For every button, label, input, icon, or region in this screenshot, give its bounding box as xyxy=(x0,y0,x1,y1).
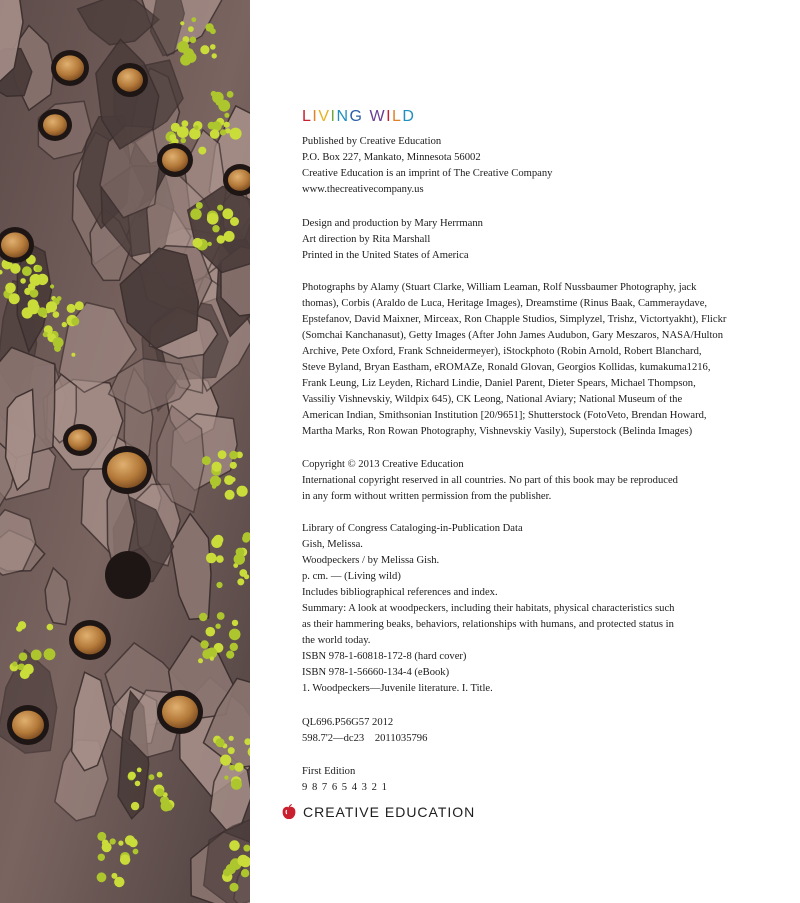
series-title-letter: I xyxy=(386,108,393,125)
cip-line: p. cm. — (Living wild) xyxy=(302,571,401,582)
lichen-clump xyxy=(228,747,235,754)
lichen-clump xyxy=(120,855,130,865)
lichen-clump xyxy=(210,28,216,34)
lichen-clump xyxy=(216,555,224,563)
lichen-clump xyxy=(232,620,238,626)
lichen-clump xyxy=(44,648,56,660)
lichen-clump xyxy=(75,301,84,310)
lichen-clump xyxy=(212,462,222,472)
lichen-clump xyxy=(220,129,226,135)
lichen-clump xyxy=(198,658,203,663)
lichen-clump xyxy=(202,456,211,465)
acorn xyxy=(12,711,44,740)
lichen-clump xyxy=(206,627,216,637)
lichen-clump xyxy=(231,477,236,482)
lichen-clump xyxy=(200,640,208,648)
lichen-clump xyxy=(212,225,219,232)
lichen-clump xyxy=(47,334,52,339)
lichen-clump xyxy=(110,838,116,844)
acorn xyxy=(162,148,188,171)
lichen-clump xyxy=(230,217,239,226)
lichen-clump xyxy=(118,841,123,846)
lichen-clump xyxy=(226,651,234,659)
classification-line: 598.7'2—dc23 2011035796 xyxy=(302,733,428,744)
lichen-clump xyxy=(222,208,233,219)
imprint-line: Creative Education is an imprint of The Creative Company xyxy=(302,168,553,179)
lichen-clump xyxy=(67,304,76,313)
lichen-clump xyxy=(135,781,141,787)
series-title-letter: V xyxy=(318,108,331,125)
series-title-letter: G xyxy=(349,108,364,125)
lichen-clump xyxy=(227,91,234,98)
series-title-letter: I xyxy=(330,108,337,125)
lichen-clump xyxy=(218,100,230,112)
cip-line: Includes bibliographical references and index. xyxy=(302,587,498,598)
photo-credit-line: Martha Marks, Ron Rowan Photography, Vishnevskiy Vasily), Superstock (Belinda Images) xyxy=(302,426,693,437)
lichen-clump xyxy=(196,202,203,209)
photo-credit-line: Archive, Pete Oxford, Frank Schneidermeyer), iStockphoto (Robin Arnold, Robert Blanchard, xyxy=(302,346,702,357)
lichen-clump xyxy=(230,128,242,140)
lichen-clump xyxy=(220,755,231,766)
lichen-clump xyxy=(128,772,136,780)
lichen-clump xyxy=(234,763,243,772)
series-title-letter: D xyxy=(402,108,416,125)
lichen-clump xyxy=(237,578,244,585)
lichen-clump xyxy=(50,284,54,288)
lichen-clump xyxy=(71,353,75,357)
lichen-clump xyxy=(47,624,54,631)
design-line: Design and production by Mary Herrmann xyxy=(302,218,483,229)
lichen-clump xyxy=(193,238,203,248)
lichen-clump xyxy=(156,788,165,797)
photo-credit-line: thomas), Corbis (Araldo de Luca, Heritage Images), Dreamstime (Rinus Baak, Cammeraydave, xyxy=(302,298,708,309)
lichen-clump xyxy=(241,869,249,877)
series-title-letter: L xyxy=(392,108,403,125)
photo-credit-line: Photographs by Alamy (Stuart Clarke, William Leaman, Rolf Nussbaumer Photography, jack xyxy=(302,282,697,293)
lichen-clump xyxy=(18,621,26,629)
lichen-clump xyxy=(230,883,239,892)
lichen-clump xyxy=(225,490,235,500)
acorn xyxy=(56,55,84,80)
lichen-clump xyxy=(12,661,17,666)
lichen-clump xyxy=(133,849,139,855)
lichen-clump xyxy=(190,37,197,44)
lichen-clump xyxy=(17,664,23,670)
acorn xyxy=(107,452,147,488)
lichen-clump xyxy=(229,765,235,771)
photo-credit-line: Epstefanov, David Maixner, Mirceax, Ron Chapple Studios, Simplyzel, Trishz, Victortyakht), Flickr xyxy=(302,314,727,325)
cip-line: Woodpeckers / by Melissa Gish. xyxy=(302,555,440,566)
lichen-clump xyxy=(212,53,217,58)
lichen-clump xyxy=(218,450,227,459)
lichen-clump xyxy=(30,274,42,286)
lichen-clump xyxy=(230,643,238,651)
lichen-clump xyxy=(35,265,42,272)
lichen-clump xyxy=(224,231,235,242)
lichen-clump xyxy=(28,299,39,310)
lichen-clump xyxy=(244,574,249,579)
cip-line: Library of Congress Cataloging-in-Publication Data xyxy=(302,523,523,534)
lichen-clump xyxy=(224,776,228,780)
lichen-clump xyxy=(169,134,176,141)
lichen-clump xyxy=(229,629,241,641)
photo-credit-line: Frank Leung, Liz Leyden, Richard Lindie, Daniel Parent, Dieter Spears, Michael Thompson, xyxy=(302,378,696,389)
lichen-clump xyxy=(215,624,220,629)
series-title-letter: W xyxy=(369,108,387,125)
acorn xyxy=(43,114,67,136)
lichen-clump xyxy=(224,122,230,128)
lichen-clump xyxy=(210,129,220,139)
production-credits xyxy=(302,216,483,264)
lichen-clump xyxy=(53,337,64,348)
lichen-clump xyxy=(208,242,212,246)
lichen-clump xyxy=(22,266,32,276)
lichen-clump xyxy=(177,126,189,138)
bark-photo xyxy=(0,0,250,903)
lichen-clump xyxy=(31,650,42,661)
series-title-letter: I xyxy=(312,108,319,125)
lichen-clump xyxy=(229,451,238,460)
printing-line: 9 8 7 6 5 4 3 2 1 xyxy=(302,782,388,793)
lichen-clump xyxy=(194,125,199,130)
lichen-clump xyxy=(229,840,240,851)
photo-credit-line: Steve Byland, Bryan Eastham, eROMAZe, Ronald Glovan, Georgios Kollidas, kumakuma1216, xyxy=(302,362,711,373)
lichen-clump xyxy=(190,208,201,219)
art-direction-line: Art direction by Rita Marshall xyxy=(302,234,431,245)
lichen-clump xyxy=(149,774,155,780)
acorn xyxy=(74,626,106,655)
series-title-letter: L xyxy=(302,108,313,125)
lichen-clump xyxy=(191,17,196,22)
printed-line: Printed in the United States of America xyxy=(302,250,469,261)
publisher-info xyxy=(302,134,552,198)
lichen-clump xyxy=(217,612,225,620)
lichen-clump xyxy=(131,802,139,810)
lichen-clump xyxy=(182,120,189,127)
lichen-clump xyxy=(199,613,207,621)
isbn-line: ISBN 978-1-60818-172-8 (hard cover) xyxy=(302,651,467,662)
cip-line: Gish, Melissa. xyxy=(302,539,363,550)
lichen-clump xyxy=(10,263,20,273)
lichen-clump xyxy=(210,657,214,661)
lichen-clump xyxy=(46,301,57,312)
lichen-clump xyxy=(20,278,26,284)
lichen-clump xyxy=(111,873,117,879)
lichen-clump xyxy=(102,840,109,847)
cip-line: Summary: A look at woodpeckers, including their habitats, physical characteristics such xyxy=(302,603,675,614)
lichen-clump xyxy=(196,131,200,135)
address-line: P.O. Box 227, Mankato, Minnesota 56002 xyxy=(302,152,481,163)
lichen-clump xyxy=(213,535,223,545)
series-title-letter: N xyxy=(336,108,350,125)
lichen-clump xyxy=(157,772,163,778)
isbn-line: ISBN 978-1-56660-134-4 (eBook) xyxy=(302,667,450,678)
lichen-clump xyxy=(180,21,184,25)
website-line: www.thecreativecompany.us xyxy=(302,184,424,195)
lichen-clump xyxy=(165,803,172,810)
copyright-line: International copyright reserved in all countries. No part of this book may be reproduced xyxy=(302,475,678,486)
lichen-clump xyxy=(53,311,60,318)
cip-data xyxy=(302,521,674,697)
lichen-clump xyxy=(180,138,186,144)
apple-icon xyxy=(282,804,296,820)
lichen-clump xyxy=(210,44,216,50)
classification-line: QL696.P56G57 2012 xyxy=(302,717,394,728)
lichen-clump xyxy=(216,738,225,747)
copyright-line: Copyright © 2013 Creative Education xyxy=(302,459,464,470)
woodpecker-hole xyxy=(105,551,151,599)
publisher-line: Published by Creative Education xyxy=(302,136,442,147)
series-title xyxy=(302,108,415,126)
lichen-clump xyxy=(71,318,79,326)
lichen-clump xyxy=(234,553,245,564)
publisher-footer xyxy=(282,804,475,820)
lichen-clump xyxy=(38,307,48,317)
lichen-clump xyxy=(177,41,189,53)
lichen-clump xyxy=(9,293,20,304)
photo-credit-line: Vassiliy Vishnevskiy, Wildpix 645), CK Leong, National Aviary; National Museum of the xyxy=(302,394,683,405)
lichen-clump xyxy=(210,476,221,487)
lichen-clump xyxy=(98,854,105,861)
edition-line: First Edition xyxy=(302,766,356,777)
lichen-clump xyxy=(216,582,222,588)
lichen-clump xyxy=(224,113,229,118)
imprint-name: CREATIVE EDUCATION xyxy=(303,804,476,820)
photo-credit-line: (Somchai Kanchanasut), Getty Images (After John James Audubon, Gary Meszaros, NASA/Hulton xyxy=(302,330,724,341)
lichen-clump xyxy=(5,283,16,294)
lichen-clump xyxy=(97,872,107,882)
classification xyxy=(302,715,427,747)
acorn xyxy=(68,429,92,451)
lichen-clump xyxy=(19,652,28,661)
acorn xyxy=(162,696,198,728)
lichen-clump xyxy=(137,768,142,773)
lichen-clump xyxy=(198,147,206,155)
photo-credits xyxy=(302,280,726,440)
lichen-clump xyxy=(211,91,217,97)
lichen-clump xyxy=(200,45,209,54)
lichen-clump xyxy=(237,855,249,867)
lichen-clump xyxy=(229,736,234,741)
lichen-clump xyxy=(125,835,135,845)
lichen-clump xyxy=(207,213,219,225)
acorn xyxy=(1,232,29,257)
acorn xyxy=(117,68,143,91)
lichen-clump xyxy=(62,322,67,327)
lichen-clump xyxy=(217,205,223,211)
lichen-clump xyxy=(230,462,237,469)
lichen-clump xyxy=(180,54,191,65)
photo-credit-line: American Indian, Smithsonian Institution [20/9651]; Shutterstock (FotoVeto, Brendan Howard, xyxy=(302,410,707,421)
cip-line: the world today. xyxy=(302,635,371,646)
lichen-clump xyxy=(231,779,242,790)
cip-line: 1. Woodpeckers—Juvenile literature. I. Title. xyxy=(302,683,493,694)
cip-line: as their hammering beaks, behaviors, relationships with humans, and protected status in xyxy=(302,619,674,630)
copyright-line: in any form without written permission from the publisher. xyxy=(302,491,552,502)
lichen-clump xyxy=(24,665,32,673)
lichen-clump xyxy=(223,869,231,877)
lichen-clump xyxy=(206,553,217,564)
lichen-clump xyxy=(237,486,248,497)
edition-info xyxy=(302,764,388,796)
lichen-clump xyxy=(188,26,194,32)
copyright-notice xyxy=(302,457,678,505)
lichen-clump xyxy=(216,101,221,106)
